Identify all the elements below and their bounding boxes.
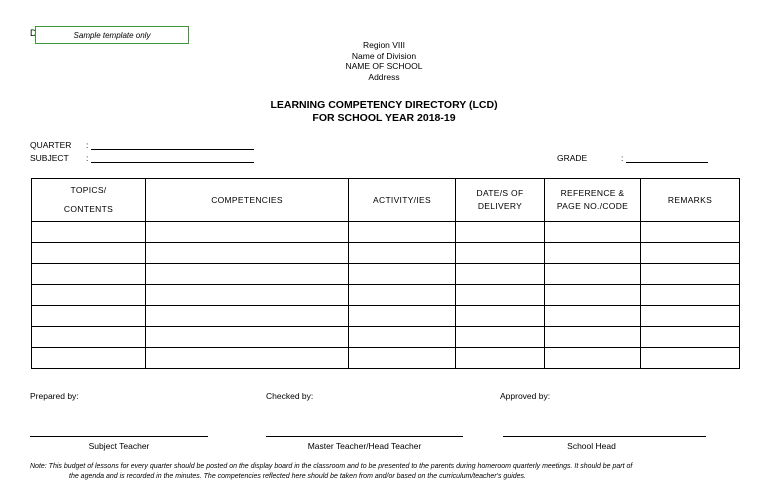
table-cell[interactable] (349, 327, 456, 348)
quarter-field (30, 140, 254, 150)
table-cell[interactable] (32, 222, 146, 243)
table-cell[interactable] (641, 348, 740, 369)
table-cell[interactable] (545, 306, 641, 327)
region-text: Region VIII (362, 40, 406, 50)
letterhead (0, 40, 768, 82)
table-cell[interactable] (146, 243, 349, 264)
table-cell[interactable] (545, 222, 641, 243)
grade-separator: : (621, 153, 624, 163)
table-row (32, 306, 740, 327)
table-cell[interactable] (545, 285, 641, 306)
table-row (32, 348, 740, 369)
quarter-input-line[interactable] (91, 140, 254, 150)
table-cell[interactable] (641, 222, 740, 243)
quarter-label: QUARTER (30, 140, 72, 150)
table-cell[interactable] (349, 348, 456, 369)
prepared-role: Subject Teacher (88, 441, 150, 451)
subject-separator: : (86, 153, 89, 163)
table-cell[interactable] (545, 327, 641, 348)
col-activities-header: ACTIVITY/IES (349, 179, 456, 222)
table-cell[interactable] (349, 285, 456, 306)
grade-label: GRADE (557, 153, 588, 163)
col-competencies-header: COMPETENCIES (146, 179, 349, 222)
approved-signature-line[interactable] (503, 436, 706, 437)
col-dates-header: DATE/S OF DELIVERY (456, 179, 545, 222)
table-cell[interactable] (641, 306, 740, 327)
grade-input-line[interactable] (626, 153, 708, 163)
subject-field (30, 153, 254, 163)
school-text: NAME OF SCHOOL (345, 61, 423, 71)
approved-role: School Head (567, 441, 616, 451)
table-row (32, 222, 740, 243)
table-cell[interactable] (32, 327, 146, 348)
table-cell[interactable] (32, 306, 146, 327)
prepared-by-label: Prepared by: (30, 391, 79, 401)
table-row (32, 264, 740, 285)
subject-label: SUBJECT (30, 153, 69, 163)
table-cell[interactable] (641, 243, 740, 264)
prepared-signature-line[interactable] (30, 436, 208, 437)
table-cell[interactable] (641, 264, 740, 285)
table-cell[interactable] (349, 264, 456, 285)
table-row (32, 243, 740, 264)
checked-role: Master Teacher/Head Teacher (307, 441, 422, 451)
table-cell[interactable] (349, 222, 456, 243)
table-cell[interactable] (545, 243, 641, 264)
table-cell[interactable] (146, 285, 349, 306)
table-cell[interactable] (146, 264, 349, 285)
footer-note (30, 462, 742, 482)
table-row (32, 285, 740, 306)
table-cell[interactable] (456, 222, 545, 243)
table-cell[interactable] (456, 264, 545, 285)
col-topics-header: TOPICS/ CONTENTS (32, 179, 146, 222)
checked-signature-line[interactable] (266, 436, 463, 437)
table-body (32, 222, 740, 369)
table-cell[interactable] (146, 327, 349, 348)
document-title (0, 99, 768, 125)
table-cell[interactable] (32, 285, 146, 306)
table-cell[interactable] (32, 348, 146, 369)
table-cell[interactable] (456, 348, 545, 369)
table-header-row (32, 179, 740, 222)
table-cell[interactable] (641, 327, 740, 348)
table-cell[interactable] (456, 285, 545, 306)
table-cell[interactable] (545, 348, 641, 369)
col-reference-header: REFERENCE & PAGE NO./CODE (545, 179, 641, 222)
division-text: Name of Division (351, 50, 417, 61)
competency-table (31, 178, 740, 369)
grade-field (557, 153, 708, 163)
table-cell[interactable] (32, 264, 146, 285)
table-cell[interactable] (146, 348, 349, 369)
table-row (32, 327, 740, 348)
note-line-1: Note: This budget of lessons for every quarter should be posted on the display board in the classroom and to be presented to the parents during homeroom quarterly meetings. It should be part of (30, 463, 633, 470)
table-cell[interactable] (641, 285, 740, 306)
corner-letter: D (30, 28, 37, 38)
subject-input-line[interactable] (91, 153, 254, 163)
checked-by-label: Checked by: (266, 391, 314, 401)
table-cell[interactable] (349, 306, 456, 327)
approved-by-label: Approved by: (500, 391, 551, 401)
table-cell[interactable] (456, 243, 545, 264)
table-cell[interactable] (545, 264, 641, 285)
col-remarks-header: REMARKS (641, 179, 740, 222)
table-cell[interactable] (146, 222, 349, 243)
table-cell[interactable] (349, 243, 456, 264)
title-line-2: FOR SCHOOL YEAR 2018-19 (312, 112, 456, 124)
address-text: Address (368, 71, 400, 82)
note-line-2: the agenda and is recorded in the minutes. The competencies reflected here should be taken from and/or based on the curriculum/teacher's guides. (69, 473, 526, 480)
table-cell[interactable] (146, 306, 349, 327)
title-line-1: LEARNING COMPETENCY DIRECTORY (LCD) (270, 99, 498, 111)
table-cell[interactable] (456, 327, 545, 348)
table-cell[interactable] (32, 243, 146, 264)
sample-template-stamp: Sample template only (35, 26, 189, 44)
quarter-separator: : (86, 140, 89, 150)
table-cell[interactable] (456, 306, 545, 327)
